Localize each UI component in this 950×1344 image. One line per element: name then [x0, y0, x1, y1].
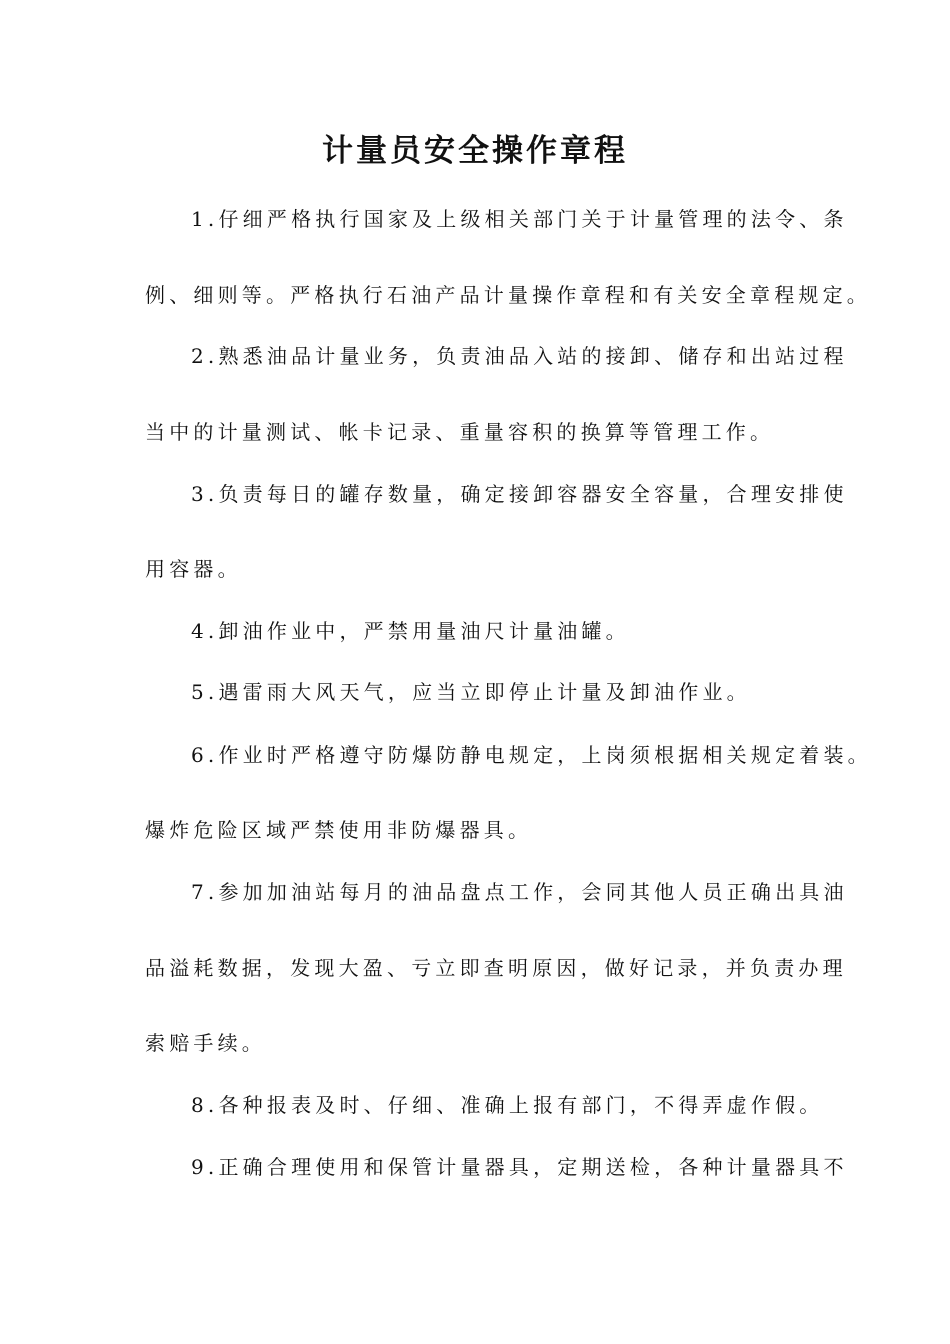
paragraph-7-line-1: 7.参加加油站每月的油品盘点工作，会同其他人员正确出具油 [191, 880, 848, 904]
paragraph-6-line-2: 爆炸危险区域严禁使用非防爆器具。 [145, 818, 533, 842]
paragraph-8-line-1: 8.各种报表及时、仔细、准确上报有部门，不得弄虚作假。 [191, 1093, 824, 1117]
document-title: 计量员安全操作章程 [322, 133, 628, 169]
paragraph-5-line-1: 5.遇雷雨大风天气，应当立即停止计量及卸油作业。 [191, 680, 751, 704]
paragraph-7-line-3: 索赔手续。 [145, 1031, 266, 1055]
paragraph-1-line-2: 例、细则等。严格执行石油产品计量操作章程和有关安全章程规定。 [145, 283, 871, 307]
paragraph-3-line-2: 用容器。 [145, 557, 242, 581]
paragraph-3-line-1: 3.负责每日的罐存数量，确定接卸容器安全容量，合理安排使 [191, 482, 848, 506]
paragraph-7-line-2: 品溢耗数据，发现大盈、亏立即查明原因，做好记录，并负责办理 [145, 956, 847, 980]
paragraph-2-line-2: 当中的计量测试、帐卡记录、重量容积的换算等管理工作。 [145, 420, 775, 444]
paragraph-9-line-1: 9.正确合理使用和保管计量器具，定期送检，各种计量器具不 [191, 1155, 848, 1179]
paragraph-1-line-1: 1.仔细严格执行国家及上级相关部门关于计量管理的法令、条 [191, 207, 848, 231]
paragraph-4-line-1: 4.卸油作业中，严禁用量油尺计量油罐。 [191, 619, 630, 643]
paragraph-2-line-1: 2.熟悉油品计量业务，负责油品入站的接卸、储存和出站过程 [191, 344, 848, 368]
paragraph-6-line-1: 6.作业时严格遵守防爆防静电规定，上岗须根据相关规定着装。 [191, 743, 872, 767]
